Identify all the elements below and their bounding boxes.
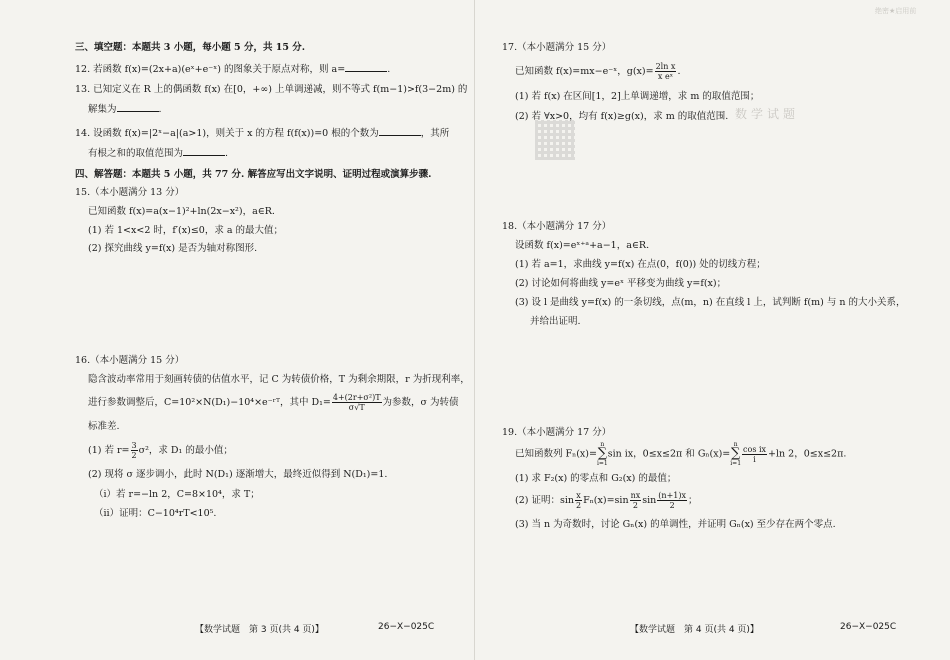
q19-line2: (1) 求 F₂(x) 的零点和 G₂(x) 的最值； xyxy=(515,473,677,484)
q18-line2: (1) 若 a=1，求曲线 y=f(x) 在点(0，f(0)) 处的切线方程； xyxy=(515,259,766,270)
q16-line6: （ⅰ）若 r=−ln 2，C=8×10⁴，求 T； xyxy=(94,489,260,500)
q18-line1: 设函数 f(x)=eˣ⁺ᵃ+a−1，a∈R. xyxy=(515,240,650,251)
qr-code-ghost xyxy=(535,120,575,160)
q15-line3: (2) 探究曲线 y=f(x) 是否为轴对称图形. xyxy=(88,243,258,254)
q15-title: 15.（本小题满分 13 分） xyxy=(75,187,185,198)
answer-section-header: 四、解答题：本题共 5 小题，共 77 分. 解答应写出文字说明、证明过程或演算步骤. xyxy=(75,169,432,180)
footer-label: 【数学试题 第 3 页(共 4 页)】 xyxy=(195,625,324,635)
question-13-line1: 13. 已知定义在 R 上的偶函数 f(x) 在[0，+∞) 上单调递减，则不等式 f(m−1)>f(3−2m) 的 xyxy=(75,84,468,95)
q16-line3: 标准差. xyxy=(88,421,120,432)
question-14-line1: 14. 设函数 f(x)=|2ˣ−a|(a>1)，则关于 x 的方程 f(f(x))=0 根的个数为 ，其所 xyxy=(75,128,450,139)
question-13-line2: 解集为 . xyxy=(88,104,162,115)
q16-line5: (2) 现将 σ 逐步调小，此时 N(D₁) 逐渐增大，最终近似得到 N(D₁)=1. xyxy=(88,469,388,480)
g-fraction: $\frac{\text{2ln x}}{\text{x eˣ}}$ xyxy=(655,62,676,81)
x-fraction: $\frac{x}{2}$ xyxy=(576,491,582,510)
d1-fraction: $\frac{\text{4+(2r+σ²)T}}{\sigma√T}$ xyxy=(332,393,381,412)
faint-title-ghost: 数学试题 xyxy=(735,107,800,121)
footer-label: 【数学试题 第 4 页(共 4 页)】 xyxy=(630,625,759,635)
nx-fraction: $\frac{nx}{2}$ xyxy=(630,491,641,510)
sum-symbol: n ∑ i=1 xyxy=(596,441,608,467)
n1-fraction: $\frac{(n+1)x}{2}$ xyxy=(658,491,686,510)
q16-line1: 隐含波动率常用于刻画转债的估值水平，记 C 为转债价格，T 为剩余期限，r 为折现利率， xyxy=(88,374,470,385)
q19-title: 19.（本小题满分 17 分） xyxy=(502,427,612,438)
answer-blank xyxy=(379,126,421,136)
q17-title: 17.（本小题满分 15 分） xyxy=(502,42,612,53)
footer-code: 26−X−025C xyxy=(378,622,435,632)
page-4 xyxy=(475,0,950,660)
q16-title: 16.（本小题满分 15 分） xyxy=(75,355,185,366)
q15-line1: 已知函数 f(x)=a(x−1)²+ln(2x−x²)，a∈R. xyxy=(88,206,275,217)
q16-line4: (1) 若 r= $\frac{3}{2}$ σ²，求 D₁ 的最小值； xyxy=(88,441,233,460)
r-fraction: $\frac{3}{2}$ xyxy=(131,441,137,460)
cos-fraction: $\frac{\text{cos ix}}{i}$ xyxy=(743,444,767,464)
q17-line2: (1) 若 f(x) 在区间[1，2]上单调递增，求 m 的取值范围； xyxy=(515,91,760,102)
q18-line5: 并给出证明. xyxy=(530,316,581,327)
fill-in-header: 三、填空题：本题共 3 小题，每小题 5 分，共 15 分. xyxy=(75,42,306,53)
q18-title: 18.（本小题满分 17 分） xyxy=(502,221,612,232)
q17-line1: 已知函数 f(x)=mx−e⁻ˣ，g(x)= $\frac{\text{2ln x}}{\text{x eˣ}}$ . xyxy=(515,62,681,81)
footer-code: 26−X−025C xyxy=(840,622,897,632)
question-14-line2: 有根之和的取值范围为 . xyxy=(88,148,229,159)
question-12: 12. 若函数 f(x)=(2x+a)(eˣ+e⁻ˣ) 的图象关于原点对称，则 a= . xyxy=(75,64,391,75)
sum-symbol: n ∑ i=1 xyxy=(730,441,742,467)
q19-line1: 已知函数列 Fₙ(x)=n ∑ i=1sin ix，0≤x≤2π 和 Gₙ(x)=n ∑ i=1 $\frac{\text{cos ix}}{i}$ +ln 2，0≤x≤2π. xyxy=(515,441,847,467)
q19-line3: (2) 证明：sin $\frac{x}{2}$ Fₙ(x)=sin $\frac{nx}{2}$ sin $\frac{(n+1)x}{2}$ ； xyxy=(515,491,698,510)
q18-line3: (2) 讨论如何将曲线 y=eˣ 平移变为曲线 y=f(x)； xyxy=(515,278,727,289)
q16-line7: （ⅱ）证明：C−10⁴rT<10⁵. xyxy=(94,508,217,519)
q16-line2: 进行参数调整后，C=10²×N(D₁)−10⁴×e⁻ʳᵀ，其中 D₁= $\frac{\text{4+(2r+σ²)T}}{\sigma√T}$ 为参数，σ 为转债 xyxy=(88,393,459,412)
q19-line4: (3) 当 n 为奇数时，讨论 Gₙ(x) 的单调性，并证明 Gₙ(x) 至少存在两个零点. xyxy=(515,519,836,530)
q18-line4: (3) 设 l 是曲线 y=f(x) 的一条切线，点(m，n) 在直线 l 上，试判断 f(m) 与 n 的大小关系， xyxy=(515,297,906,308)
faint-top-mark: 绝密★启用前 xyxy=(875,7,917,15)
answer-blank xyxy=(345,62,387,72)
answer-blank xyxy=(117,102,159,112)
q15-line2: (1) 若 1<x<2 时，f′(x)≤0，求 a 的最大值； xyxy=(88,225,284,236)
q17-line3: (2) 若 ∀x>0，均有 f(x)≥g(x)，求 m 的取值范围. xyxy=(515,111,729,122)
answer-blank xyxy=(183,146,225,156)
